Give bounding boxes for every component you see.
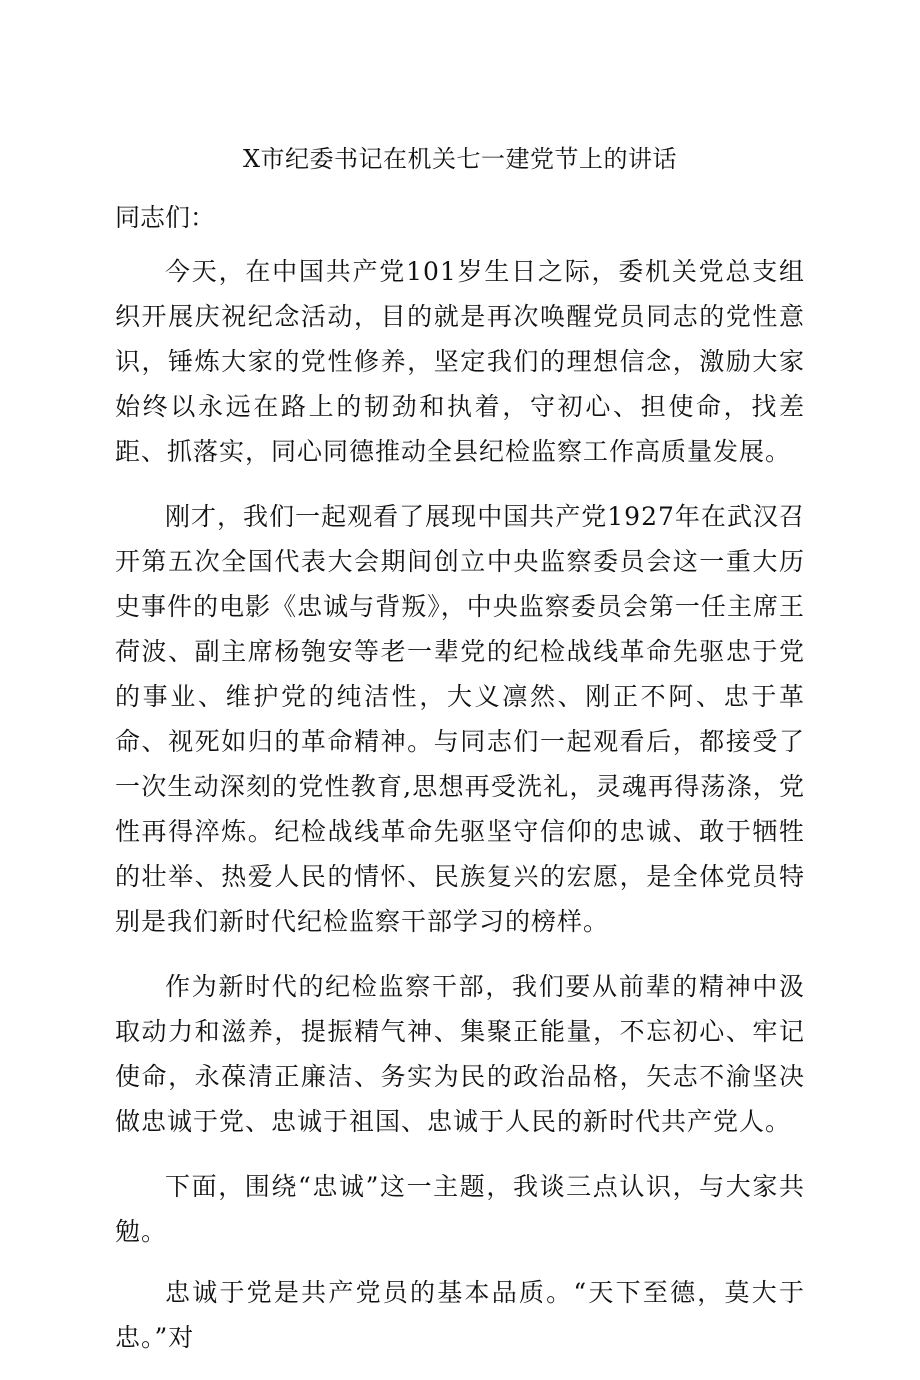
paragraph-2: 刚才，我们一起观看了展现中国共产党1927年在武汉召开第五次全国代表大会期间创立中央监察委员会这一重大历史事件的电影《忠诚与背叛》，中央监察委员会第一任主席王荷波、副主席杨匏安等老一辈党的纪检战线革命先驱忠于党的事业、维护党的纯洁性，大义凛然、刚正不阿、忠于革命、视死如归的革命精神。与同志们一起观看后，都接受了一次生动深刻的党性教育,思想再受洗礼，灵魂再得荡涤，党性再得淬炼。纪检战线革命先驱坚守信仰的忠诚、敢于牺牲的壮举、热爱人民的情怀、民族复兴的宏愿，是全体党员特别是我们新时代纪检监察干部学习的榜样。 [115,502,805,936]
paragraph-3: 作为新时代的纪检监察干部，我们要从前辈的精神中汲取动力和滋养，提振精气神、集聚正能量，不忘初心、牢记使命，永葆清正廉洁、务实为民的政治品格，矢志不渝坚决做忠诚于党、忠诚于祖国、忠诚于人民的新时代共产党人。 [115,972,805,1136]
paragraph-5: 忠诚于党是共产党员的基本品质。“天下至德，莫大于忠。”对 [115,1278,805,1352]
salutation: 同志们： [115,203,216,232]
document-title: X市纪委书记在机关七一建党节上的讲话 [242,145,678,173]
document-body [115,249,805,1380]
paragraph-1: 今天，在中国共产党101岁生日之际，委机关党总支组织开展庆祝纪念活动，目的就是再次唤醒党员同志的党性意识，锤炼大家的党性修养，坚定我们的理想信念，激励大家始终以永远在路上的韧劲和执着，守初心、担使命，找差距、抓落实，同心同德推动全县纪检监察工作高质量发展。 [115,257,805,466]
paragraph-4: 下面，围绕“忠诚”这一主题，我谈三点认识，与大家共勉。 [115,1172,805,1246]
